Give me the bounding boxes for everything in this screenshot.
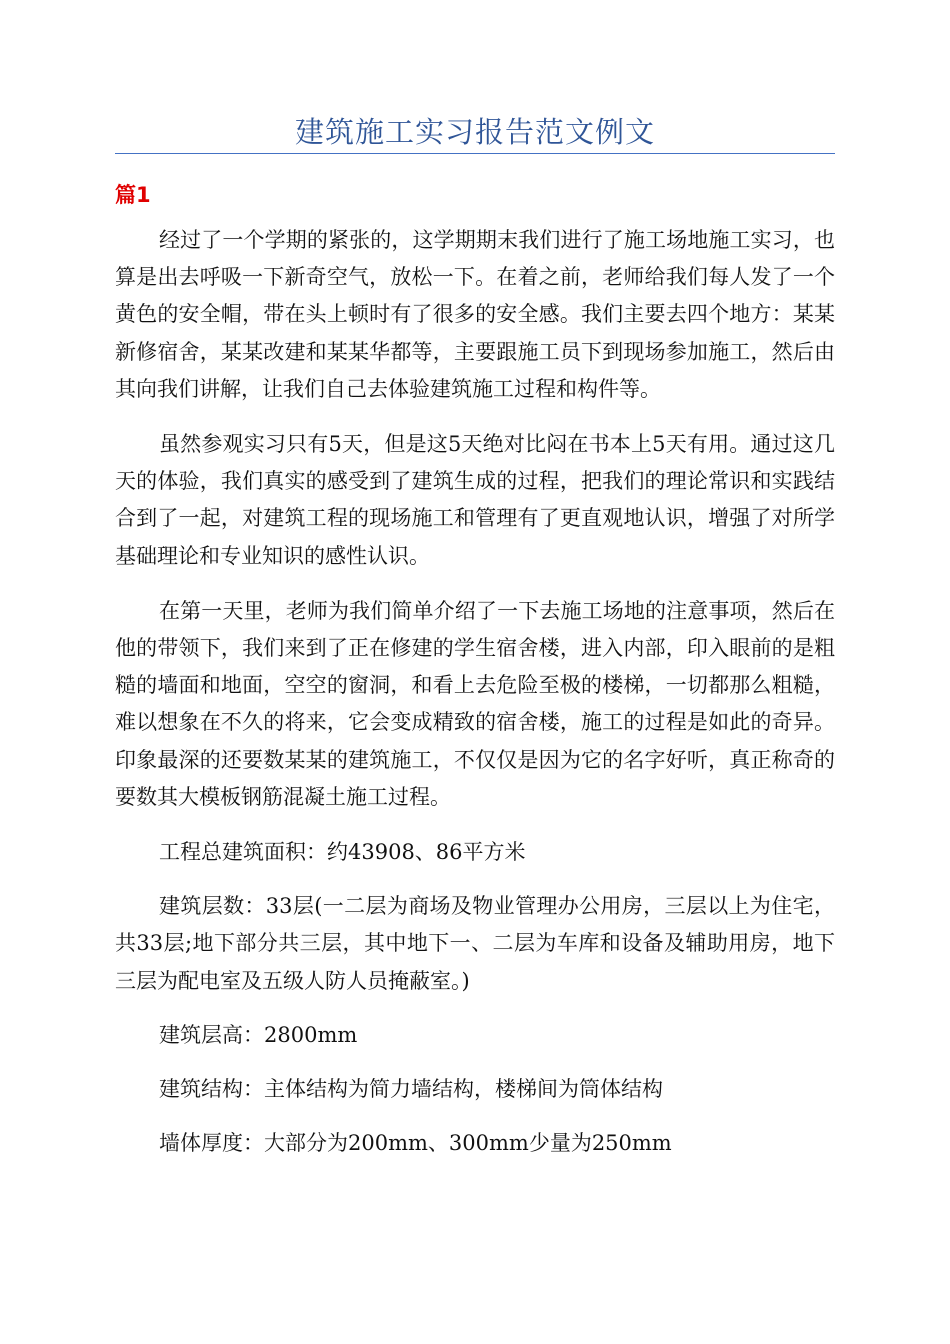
body-paragraph: 经过了一个学期的紧张的，这学期期末我们进行了施工场地施工实习，也算是出去呼吸一下新奇空气，放松一下。在着之前，老师给我们每人发了一个黄色的安全帽，带在头上顿时有了很多的安全感。我们主要去四个地方：某某新修宿舍，某某改建和某某华都等，主要跟施工员下到现场参加施工，然后由其向我们讲解，让我们自己去体验建筑施工过程和构件等。: [115, 228, 835, 401]
spec-line-floor-height: 建筑层高：2800mm: [159, 1022, 358, 1047]
document-title: 建筑施工实习报告范文例文: [294, 115, 655, 149]
spec-line-total-area: 工程总建筑面积：约43908、86平方米: [159, 840, 526, 865]
title-underline: [115, 153, 835, 154]
body-paragraph: 在第一天里，老师为我们简单介绍了一下去施工场地的注意事项，然后在他的带领下，我们来到了正在修建的学生宿舍楼，进入内部，印入眼前的是粗糙的墙面和地面，空空的窗洞，和看上去危险至极的楼梯，一切都那么粗糙，难以想象在不久的将来，它会变成精致的宿舍楼，施工的过程是如此的奇异。印象最深的还要数某某的建筑施工，不仅仅是因为它的名字好听，真正称奇的要数其大模板钢筋混凝土施工过程。: [115, 598, 835, 809]
spec-line-floors: 建筑层数：33层(一二层为商场及物业管理办公用房，三层以上为住宅，共33层;地下部分共三层，其中地下一、二层为车库和设备及辅助用房，地下三层为配电室及五级人防人员掩蔽室。): [115, 894, 835, 993]
section-heading: 篇1: [115, 183, 151, 207]
body-paragraph: 虽然参观实习只有5天，但是这5天绝对比闷在书本上5天有用。通过这几天的体验，我们真实的感受到了建筑生成的过程，把我们的理论常识和实践结合到了一起，对建筑工程的现场施工和管理有了更直观地认识，增强了对所学基础理论和专业知识的感性认识。: [115, 432, 835, 568]
spec-line-wall-thickness: 墙体厚度：大部分为200mm、300mm少量为250mm: [159, 1131, 672, 1156]
spec-line-structure: 建筑结构：主体结构为简力墙结构，楼梯间为筒体结构: [159, 1077, 663, 1102]
document-body: [115, 222, 835, 1179]
